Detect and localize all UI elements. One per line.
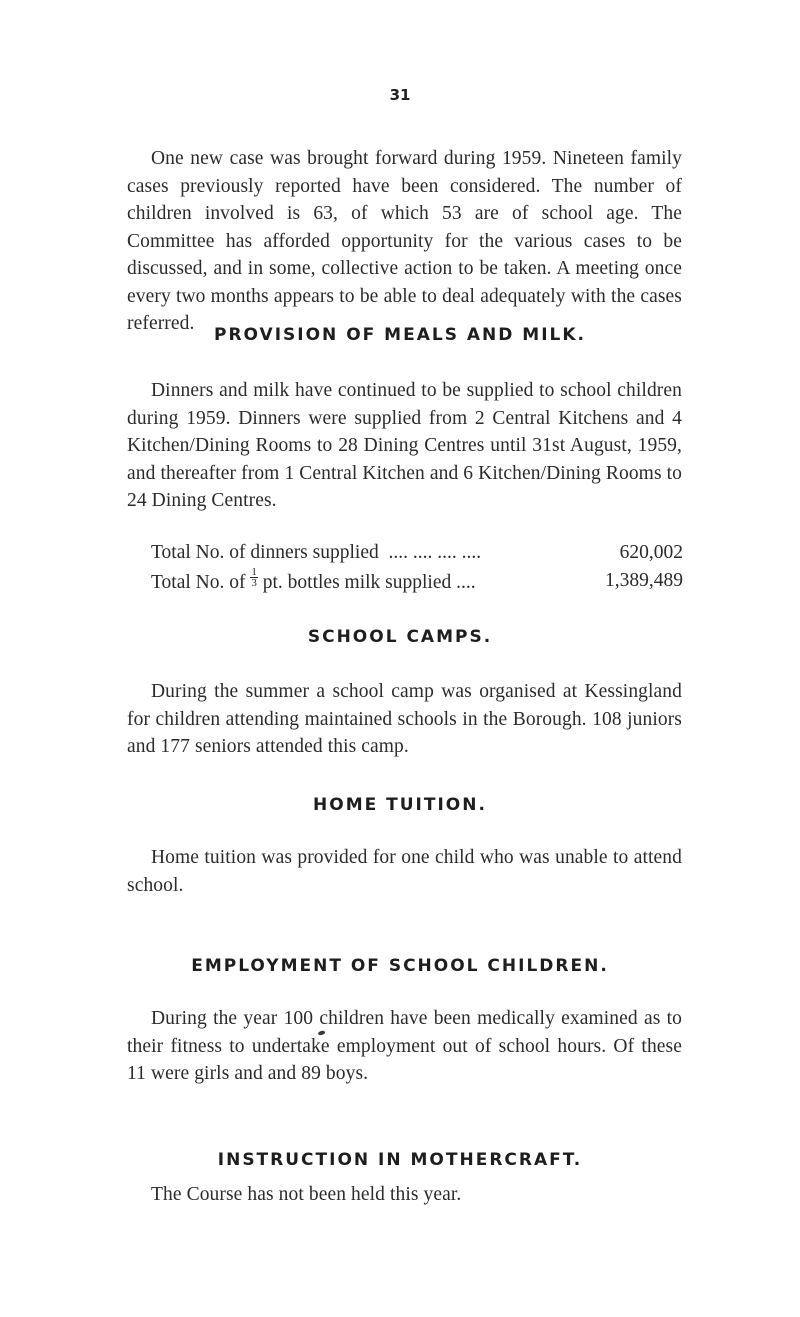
intro-paragraph: One new case was brought forward during 1959. Nineteen family cases previously reported have been considered. The number of children involved is 63, of which 53 are of school age. The Committee has afforded opportunity for the various cases to be discussed, and in some, collective action to be taken. A meeting once every two months appears to be able to deal adequately with the cases referred.	[127, 148, 682, 334]
dinners-stat-label: Total No. of dinners supplied .... .... .... ....	[151, 542, 482, 563]
tuition-heading: HOME TUITION.	[313, 795, 487, 815]
fraction-numerator: 1	[251, 566, 257, 578]
third-pint-fraction	[250, 567, 258, 588]
fraction-denominator: 3	[251, 577, 257, 589]
mothercraft-paragraph: The Course has not been held this year.	[151, 1184, 462, 1205]
milk-stat-label	[151, 567, 476, 596]
meals-paragraph: Dinners and milk have continued to be supplied to school children during 1959. Dinners were supplied from 2 Central Kitchens and 4 Kitchen/Dining Rooms to 28 Dining Centres until 31st August, 1959, and thereafter from 1 Central Kitchen and 6 Kitchen/Dining Rooms to 24 Dining Centres.	[127, 380, 682, 511]
employment-heading: EMPLOYMENT OF SCHOOL CHILDREN.	[191, 956, 609, 976]
milk-label-pre: Total No. of	[151, 572, 251, 593]
milk-label-post: pt. bottles milk supplied ....	[257, 572, 476, 593]
milk-stat-value: 1,389,489	[605, 570, 683, 591]
dinners-stat-row	[151, 539, 683, 566]
employment-paragraph: During the year 100 children have been medically examined as to their fitness to undertake employment out of school hours. Of these 11 were girls and and 89 boys.	[127, 1008, 682, 1084]
camps-paragraph: During the summer a school camp was organised at Kessingland for children attending maintained schools in the Borough. 108 juniors and 177 seniors attended this camp.	[127, 681, 682, 757]
camps-heading: SCHOOL CAMPS.	[307, 627, 493, 647]
mothercraft-heading: INSTRUCTION IN MOTHERCRAFT.	[217, 1150, 583, 1170]
tuition-paragraph: Home tuition was provided for one child who was unable to attend school.	[127, 847, 682, 896]
milk-stat-row	[151, 567, 683, 596]
meals-heading: PROVISION OF MEALS AND MILK.	[214, 325, 586, 345]
page-number: 31	[389, 86, 411, 104]
dinners-stat-value: 620,002	[619, 542, 683, 563]
